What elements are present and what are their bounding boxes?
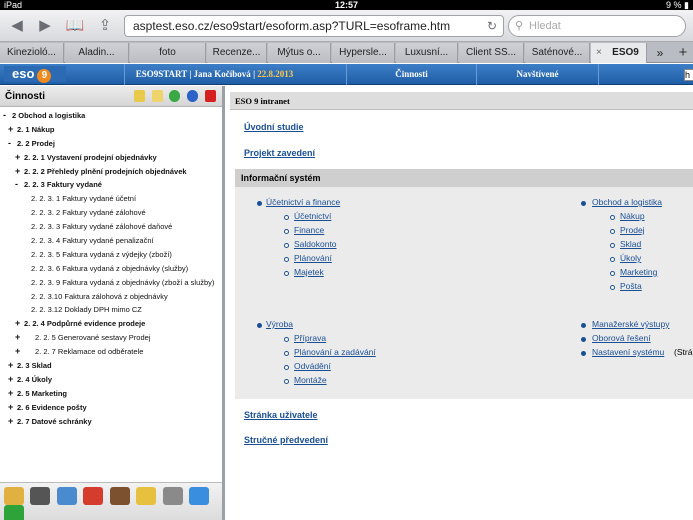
link-posta[interactable]: Pošta xyxy=(620,281,642,291)
collapse-icon[interactable]: - xyxy=(15,179,18,190)
link-ucetnictvi[interactable]: Účetnictví xyxy=(294,211,332,221)
bullet xyxy=(284,229,289,234)
printer-icon[interactable] xyxy=(30,487,50,505)
battery: 9 % ▮ xyxy=(666,0,689,10)
link-odvadeni[interactable]: Odvádění xyxy=(294,361,331,371)
reload-icon[interactable]: ↻ xyxy=(486,19,497,33)
tree-item[interactable] xyxy=(0,345,222,359)
start-link[interactable]: ESO9START xyxy=(135,69,188,79)
main-content xyxy=(230,86,693,520)
bookmarks-icon[interactable]: 📖 xyxy=(65,17,85,34)
tree-item-label: 2. 2. 3. 1 Faktury vydané účetní xyxy=(31,194,137,204)
link-projekt-zavedeni[interactable]: Projekt zavedení xyxy=(244,148,316,158)
note-icon[interactable] xyxy=(152,90,163,102)
tab[interactable]: foto xyxy=(130,43,206,63)
tree-item-label: 2. 4 Úkoly xyxy=(17,374,53,384)
link-priprava[interactable]: Příprava xyxy=(294,333,327,343)
tree-item-label: 2. 5 Marketing xyxy=(17,388,68,398)
bullet xyxy=(610,285,615,290)
tree-item[interactable] xyxy=(0,206,222,220)
people-icon[interactable] xyxy=(57,487,77,505)
link-uvodni-studie[interactable]: Úvodní studie xyxy=(244,122,304,132)
refresh-icon[interactable] xyxy=(169,90,180,102)
tree-item[interactable] xyxy=(0,373,222,387)
expand-icon[interactable]: + xyxy=(15,332,21,343)
arrow-up-icon[interactable] xyxy=(4,505,24,520)
tree-item[interactable] xyxy=(0,220,222,234)
tree-item-label: 2. 2. 4 Podpůrné evidence prodeje xyxy=(24,319,146,329)
bullet xyxy=(581,337,586,342)
tree-item[interactable] xyxy=(0,178,222,192)
expand-icon[interactable]: + xyxy=(8,360,14,371)
tree-item-label: 2. 2. 3. 9 Faktura vydaná z objednávky (zboží a služby) xyxy=(31,277,215,287)
tree-item[interactable] xyxy=(0,248,222,262)
tree-item[interactable] xyxy=(0,109,222,123)
tab[interactable]: Recenze... xyxy=(207,43,267,63)
user-info: ESO9START | Jana Kočíbová | 22.8.2013 xyxy=(124,64,304,85)
tab[interactable]: Aladin... xyxy=(65,43,129,63)
left-panel xyxy=(0,86,225,520)
share-icon[interactable]: ⇪ xyxy=(98,17,112,34)
tree-item[interactable] xyxy=(0,401,222,415)
gears-icon[interactable] xyxy=(163,487,183,505)
link-finance[interactable]: Finance xyxy=(294,225,325,235)
tree-item-label: 2. 7 Datové schránky xyxy=(17,416,92,426)
collapse-icon[interactable]: - xyxy=(3,110,6,120)
panel-footer xyxy=(0,482,222,520)
tree-item-label: 2. 2. 5 Generované sestavy Prodej xyxy=(35,333,151,343)
tree-item[interactable] xyxy=(0,317,222,331)
tree-item-label: 2. 2. 2 Přehledy plnění prodejních objednávek xyxy=(24,166,187,176)
tree-item[interactable] xyxy=(0,290,222,304)
tab-active[interactable]: × ESO9 xyxy=(591,43,647,63)
tree-item-label: 2. 2. 3.10 Faktura zálohová z objednávky xyxy=(31,291,168,301)
link-sklad[interactable]: Sklad xyxy=(620,239,642,249)
tree-item[interactable] xyxy=(0,387,222,401)
link-montaze[interactable]: Montáže xyxy=(294,375,327,385)
back-icon[interactable]: ◀ xyxy=(11,17,23,34)
link-planovani-zadavani[interactable]: Plánování a zadávání xyxy=(294,347,376,357)
link-oborova-reseni[interactable]: Oborová řešení xyxy=(592,333,651,343)
expand-icon[interactable]: + xyxy=(8,415,14,426)
link-planovani[interactable]: Plánování xyxy=(294,253,332,263)
expand-icon[interactable]: + xyxy=(15,346,21,357)
header-empty-cell xyxy=(598,64,693,85)
link-manazerske-vystupy[interactable]: Manažerské výstupy xyxy=(592,319,670,329)
cart-icon[interactable] xyxy=(83,487,103,505)
bullet xyxy=(284,337,289,342)
tree-item[interactable] xyxy=(0,276,222,290)
close-tab-icon[interactable]: × xyxy=(596,47,602,58)
tree-item[interactable] xyxy=(0,234,222,248)
tree-item-label: 2. 2. 1 Vystavení prodejní objednávky xyxy=(24,152,157,162)
link-ukoly[interactable]: Úkoly xyxy=(620,253,642,263)
bullet xyxy=(284,243,289,248)
expand-icon[interactable]: + xyxy=(8,387,14,398)
bullet xyxy=(610,271,615,276)
expand-icon[interactable]: + xyxy=(8,123,14,134)
activity-tree xyxy=(0,109,222,428)
link-nastaveni-systemu[interactable]: Nastavení systému xyxy=(592,347,665,357)
tree-item-label: 2 Obchod a logistika xyxy=(12,111,86,120)
tree-item[interactable] xyxy=(0,151,222,165)
link-majetek[interactable]: Majetek xyxy=(294,267,324,277)
chart-icon[interactable] xyxy=(189,487,209,505)
bullet xyxy=(581,201,586,206)
device-label: iPad xyxy=(4,0,23,10)
search-icon: ⚲ xyxy=(515,20,524,32)
bullet xyxy=(610,257,615,262)
search-input[interactable]: ⚲ Hledat xyxy=(508,15,686,37)
tab[interactable]: Luxusní... xyxy=(396,43,458,63)
app-header xyxy=(0,64,693,85)
user-link[interactable]: Jana Kočíbová xyxy=(193,69,251,79)
eso-logo[interactable]: eso 9 xyxy=(4,66,66,82)
new-tab-button[interactable]: + xyxy=(678,44,688,61)
tools-icon[interactable] xyxy=(136,487,156,505)
url-field[interactable]: asptest.eso.cz/eso9start/esoform.asp?TURL=esoframe.htm ↻ xyxy=(124,15,504,37)
expand-icon[interactable]: + xyxy=(15,318,21,329)
tree-item-label: 2. 2. 3. 4 Faktury vydané penalizační xyxy=(31,236,154,246)
panel-title: Činnosti xyxy=(0,86,222,107)
browser-toolbar xyxy=(0,10,693,42)
collapse-icon[interactable]: - xyxy=(8,137,11,148)
bullet xyxy=(284,271,289,276)
bullet xyxy=(610,229,615,234)
link-stranka-uzivatele[interactable]: Stránka uživatele xyxy=(244,410,318,420)
tree-item-label: 2. 3 Sklad xyxy=(17,361,52,371)
tree-item-label: 2. 2. 3. 3 Faktury vydané zálohové daňové xyxy=(31,222,173,232)
nav-navstivene[interactable]: Navštívené xyxy=(476,64,598,85)
info-system-box xyxy=(235,169,693,399)
box-icon[interactable] xyxy=(110,487,130,505)
tree-item-label: 2. 2. 3. 2 Faktury vydané zálohové xyxy=(31,208,146,218)
tree-item-label: 2. 2. 3 Faktury vydané xyxy=(24,180,102,190)
expand-icon[interactable]: + xyxy=(8,373,14,384)
bullet xyxy=(284,379,289,384)
link-saldokonto[interactable]: Saldokonto xyxy=(294,239,337,249)
tree-item-label: 2. 2. 7 Reklamace od odběratele xyxy=(35,347,144,357)
bullet xyxy=(610,215,615,220)
link-prodej[interactable]: Prodej xyxy=(620,225,645,235)
tab[interactable]: Kinezioló... xyxy=(0,43,64,63)
link-vyroba[interactable]: Výroba xyxy=(266,319,293,329)
tree-item-label: 2. 2. 3.12 Doklady DPH mimo CZ xyxy=(31,305,142,315)
tree-item[interactable] xyxy=(0,359,222,373)
tab[interactable]: Hypersle... xyxy=(332,43,395,63)
expand-icon[interactable]: + xyxy=(15,151,21,162)
tree-item[interactable] xyxy=(0,165,222,179)
tab[interactable]: Mýtus o... xyxy=(268,43,331,63)
bullet xyxy=(284,365,289,370)
forward-icon[interactable]: ▶ xyxy=(39,17,51,34)
tree-item[interactable] xyxy=(0,262,222,276)
tree-item-label: 2. 6 Evidence pošty xyxy=(17,402,87,412)
nav-cinnosti[interactable]: Činnosti xyxy=(346,64,476,85)
help-box[interactable]: h xyxy=(684,69,693,81)
truncated-text: (Strá xyxy=(674,347,693,357)
tree-item[interactable] xyxy=(0,415,222,429)
tree-item-label: 2. 1 Nákup xyxy=(17,124,55,134)
tree-item-label: 2. 2. 3. 5 Faktura vydaná z výdejky (zboží) xyxy=(31,249,172,259)
ios-status-bar xyxy=(0,0,693,10)
coins-icon[interactable] xyxy=(4,487,24,505)
panel-tools xyxy=(130,90,216,103)
clock: 12:57 xyxy=(334,0,359,10)
bullet xyxy=(581,323,586,328)
tree-item[interactable] xyxy=(0,192,222,206)
more-tabs-button[interactable]: » xyxy=(656,46,664,60)
help-icon[interactable] xyxy=(187,90,198,102)
close-icon[interactable] xyxy=(205,90,216,102)
tree-item[interactable] xyxy=(0,137,222,151)
folder-icon[interactable] xyxy=(134,90,145,102)
bullet xyxy=(257,323,262,328)
tree-item-label: 2. 2 Prodej xyxy=(17,138,55,148)
bullet xyxy=(284,257,289,262)
link-nakup[interactable]: Nákup xyxy=(620,211,645,221)
bullet xyxy=(581,351,586,356)
bullet xyxy=(284,351,289,356)
tree-item[interactable] xyxy=(0,303,222,317)
content-title: ESO 9 intranet xyxy=(230,92,693,110)
date-label: 22.8.2013 xyxy=(257,69,294,79)
bullet xyxy=(610,243,615,248)
tab-bar xyxy=(0,42,693,63)
link-ucetnictvi-finance[interactable]: Účetnictví a finance xyxy=(266,197,341,207)
expand-icon[interactable]: + xyxy=(8,401,14,412)
tab[interactable]: Client SS... xyxy=(459,43,524,63)
expand-icon[interactable]: + xyxy=(15,165,21,176)
tree-item-label: 2. 2. 3. 6 Faktura vydaná z objednávky (služby) xyxy=(31,263,189,273)
bullet xyxy=(257,201,262,206)
tree-item[interactable] xyxy=(0,331,222,345)
bullet xyxy=(284,215,289,220)
tab[interactable]: Saténové... xyxy=(525,43,590,63)
info-system-title: Informační systém xyxy=(235,169,693,187)
link-strucne-predvedeni[interactable]: Stručné předvedení xyxy=(244,435,329,445)
link-obchod-logistika[interactable]: Obchod a logistika xyxy=(592,197,662,207)
link-marketing[interactable]: Marketing xyxy=(620,267,658,277)
tree-item[interactable] xyxy=(0,123,222,137)
